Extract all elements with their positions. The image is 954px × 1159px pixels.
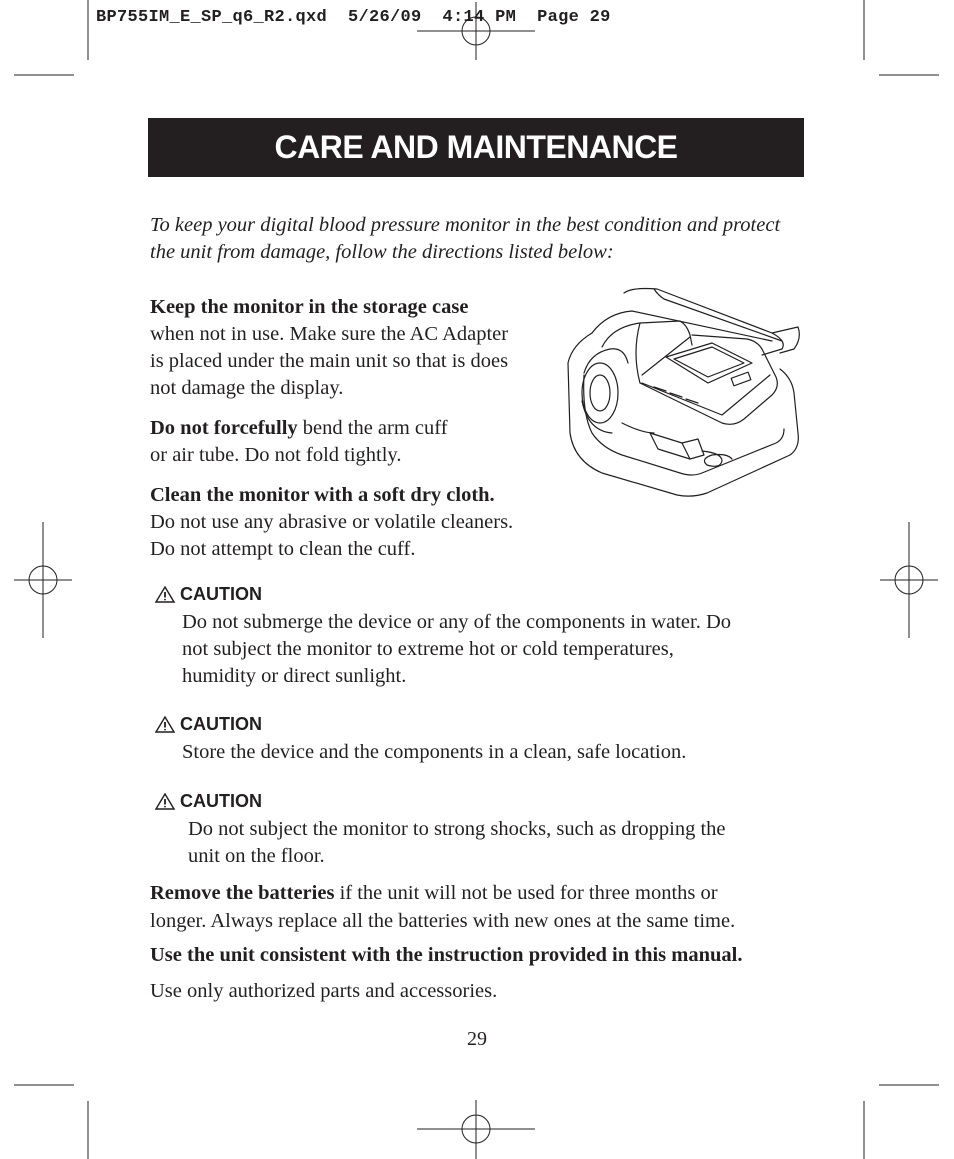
intro-text: To keep your digital blood pressure monitor in the best condition and protect the unit from damage, follow the directions listed below:	[150, 214, 781, 263]
caution-heading-1	[155, 584, 262, 605]
consistent-paragraph	[150, 942, 743, 969]
clean-line-2: Do not attempt to clean the cuff.	[150, 538, 416, 560]
page-title: CARE AND MAINTENANCE	[274, 129, 678, 165]
caution-1-line-2: not subject the monitor to extreme hot or cold temperatures,	[182, 638, 674, 660]
caution-heading-3	[155, 791, 262, 812]
registration-mark-icon	[880, 522, 938, 638]
caution-1-line-3: humidity or direct sunlight.	[182, 665, 407, 687]
clean-line-1: Do not use any abrasive or volatile cleaners.	[150, 511, 514, 533]
storage-bold: Keep the monitor in the storage case	[150, 296, 469, 318]
warning-triangle-icon	[155, 793, 175, 810]
caution-label-2: CAUTION	[180, 714, 262, 734]
caution-3-line-1: Do not subject the monitor to strong shocks, such as dropping the	[188, 818, 726, 840]
force-bold: Do not forcefully	[150, 417, 298, 439]
force-paragraph	[150, 415, 448, 469]
force-rest: bend the arm cuff	[297, 417, 448, 439]
warning-triangle-icon	[155, 586, 175, 603]
storage-line-1: when not in use. Make sure the AC Adapter	[150, 323, 509, 345]
storage-case-illustration	[562, 283, 802, 499]
clean-bold: Clean the monitor with a soft dry cloth.	[150, 484, 495, 506]
caution-2-line-1: Store the device and the components in a clean, safe location.	[182, 741, 687, 763]
clean-paragraph	[150, 482, 513, 563]
caution-3-line-2: unit on the floor.	[188, 845, 325, 867]
registration-mark-icon	[417, 1100, 535, 1159]
title-bar	[148, 118, 804, 177]
caution-1-line-1: Do not submerge the device or any of the components in water. Do	[182, 611, 731, 633]
consistent-bold: Use the unit consistent with the instruction provided in this manual.	[150, 944, 743, 966]
force-line-2: or air tube. Do not fold tightly.	[150, 444, 402, 466]
batteries-line-2: longer. Always replace all the batteries with new ones at the same time.	[150, 910, 736, 932]
slug-line: BP755IM_E_SP_q6_R2.qxd 5/26/09 4:14 PM Page 29	[96, 8, 611, 27]
storage-paragraph	[150, 294, 508, 402]
caution-text-1	[182, 609, 731, 690]
registration-mark-icon	[14, 522, 72, 638]
storage-line-2: is placed under the main unit so that is does	[150, 350, 509, 372]
caution-heading-2	[155, 714, 262, 735]
caution-text-3	[188, 816, 726, 870]
batteries-bold: Remove the batteries	[150, 882, 335, 904]
authorized-paragraph: Use only authorized parts and accessories.	[150, 980, 498, 1002]
batteries-rest: if the unit will not be used for three months or	[334, 882, 718, 904]
storage-line-3: not damage the display.	[150, 377, 344, 399]
caution-text-2	[182, 739, 686, 766]
registration-mark-icon	[417, 2, 535, 60]
caution-label-1: CAUTION	[180, 584, 262, 604]
caution-label-3: CAUTION	[180, 791, 262, 811]
page-number: 29	[467, 1028, 487, 1050]
warning-triangle-icon	[155, 716, 175, 733]
batteries-paragraph	[150, 879, 735, 935]
